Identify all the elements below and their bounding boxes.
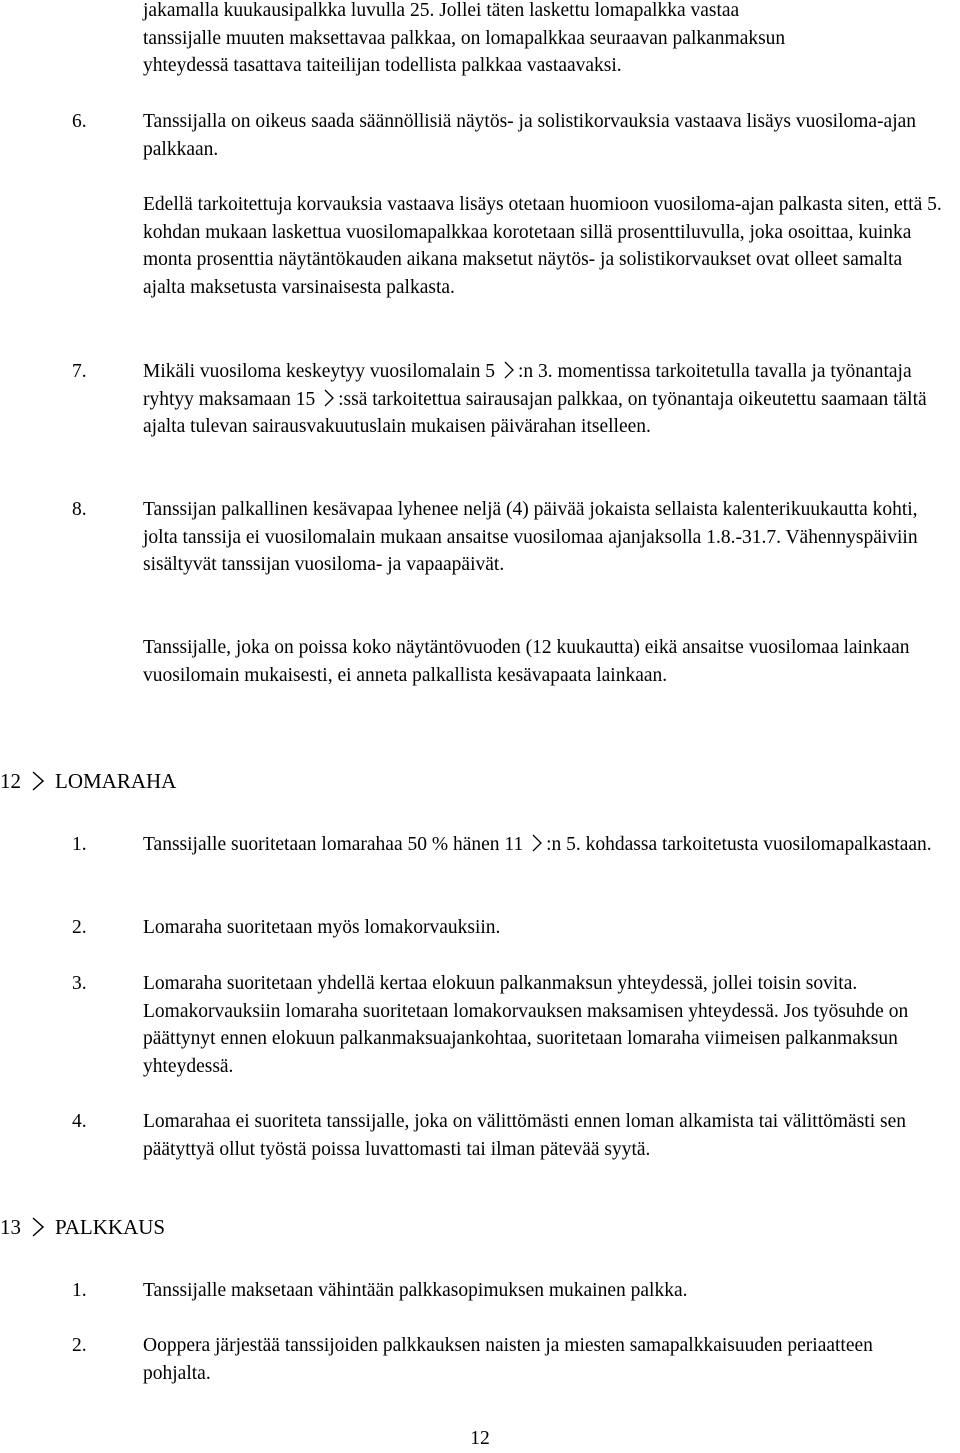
s12-item-3-number: 3. — [72, 973, 87, 994]
intro-line-2: tanssijalle muuten maksettavaa palkkaa, on lomapalkkaa seuraavan palkanmaksun — [143, 27, 786, 49]
section-sign-icon — [530, 833, 544, 853]
s12-item-1-text-a: Tanssijalle suoritetaan lomarahaa 50 % hänen 11 — [143, 834, 524, 855]
s13-item-1-text: Tanssijalle maksetaan vähintään palkkasopimuksen mukainen palkka. — [143, 1280, 688, 1301]
section-12-title: LOMARAHA — [55, 769, 177, 793]
s12-item-2-number: 2. — [72, 917, 87, 938]
intro-line-3: yhteydessä tasattava taiteilijan todellista palkkaa vastaavaksi. — [143, 55, 622, 77]
s13-item-2-text: Ooppera järjestää tanssijoiden palkkauksen naisten ja miesten samapalkkaisuuden periaatteen pohjalta. — [143, 1335, 873, 1384]
s12-item-4-text: Lomarahaa ei suoriteta tanssijalle, joka on välittömästi ennen loman alkamista tai välittömästi sen päätyttyä ollut työstä poissa luvattomasti tai ilman pätevää syytä. — [143, 1111, 906, 1160]
item-7-text-b: :n 3. momentissa tarkoitetulla tavalla ja työnantaja ryhtyy maksamaan 15 — [143, 361, 912, 410]
item-8-paragraph-2: Tanssijalle, joka on poissa koko näytäntövuoden (12 kuukautta) eikä ansaitse vuosilomaa lainkaan vuosilomain mukaisesti, ei anneta palkallista kesävapaata lainkaan. — [143, 637, 910, 686]
s12-item-1-text-b: :n 5. kohdassa tarkoitetusta vuosilomapalkastaan. — [546, 834, 932, 855]
item-6-paragraph-2: Edellä tarkoitettuja korvauksia vastaava lisäys otetaan huomioon vuosiloma-ajan palkasta siten, että 5. kohdan mukaan laskettua vuosilomapalkkaa korotetaan sillä prosenttiluvulla, joka osoittaa, kuinka monta prosenttia näytäntökauden aikana maksetut näytös- ja solistikorvaukset ovat olleet samalta ajalta maksetusta varsinaisesta palkasta. — [143, 194, 942, 298]
item-6-text: Tanssijalla on oikeus saada säännöllisiä näytös- ja solistikorvauksia vastaava lisäys vuosiloma-ajan palkkaan. — [143, 111, 917, 160]
section-13-number: 13 — [0, 1215, 21, 1239]
section-sign-icon — [502, 360, 516, 380]
s12-item-4-number: 4. — [72, 1111, 87, 1132]
section-13-title: PALKKAUS — [55, 1215, 166, 1239]
s12-item-3-text: Lomaraha suoritetaan yhdellä kertaa elokuun palkanmaksun yhteydessä, jollei toisin sovita. Lomakorvauksiin lomaraha suoritetaan lomakorvauksen maksamisen yhteydessä. Jos työsuhde on päättynyt ennen elokuun palkanmaksuajankohtaa, suoritetaan lomaraha viimeisen palkanmaksun yhteydessä. — [143, 973, 909, 1077]
section-13-heading — [0, 1214, 165, 1242]
item-8-text: Tanssijan palkallinen kesävapaa lyhenee neljä (4) päivää jokaista sellaista kalenterikuukautta kohti, jolta tanssija ei vuosilomalain mukaan ansaitse vuosilomaa ajanjaksolla 1.8.-31.7. Vähennyspäiviin sisältyvät tanssijan vuosiloma- ja vapaapäivät. — [143, 499, 918, 576]
item-6-number: 6. — [72, 111, 87, 132]
s13-item-2-number: 2. — [72, 1335, 87, 1356]
s12-item-1-text — [143, 831, 943, 859]
intro-paragraph — [143, 0, 943, 80]
item-7-number: 7. — [72, 361, 87, 382]
section-sign-icon — [322, 388, 336, 408]
item-7-text-a: Mikäli vuosiloma keskeytyy vuosilomalain 5 — [143, 361, 496, 382]
page-number: 12 — [470, 1428, 490, 1449]
section-12-heading — [0, 768, 176, 796]
section-sign-icon — [29, 1215, 47, 1239]
s12-item-2-text: Lomaraha suoritetaan myös lomakorvauksiin. — [143, 917, 501, 938]
item-7-text — [143, 358, 943, 441]
s13-item-1-number: 1. — [72, 1280, 87, 1301]
section-sign-icon — [29, 769, 47, 793]
item-8-number: 8. — [72, 499, 87, 520]
intro-line-1: jakamalla kuukausipalkka luvulla 25. Jollei täten laskettu lomapalkka vastaa — [143, 0, 740, 21]
section-12-number: 12 — [0, 769, 21, 793]
s12-item-1-number: 1. — [72, 834, 87, 855]
item-7-text-c: :ssä tarkoitettua sairausajan palkkaa, on työnantaja oikeutettu saamaan tältä ajalta tulevan sairausvakuutuslain mukaisen päivärahan itselleen. — [143, 388, 927, 438]
